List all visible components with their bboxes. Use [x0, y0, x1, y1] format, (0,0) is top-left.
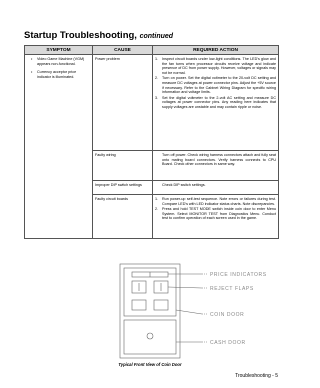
cause-cell: Power problem	[93, 55, 153, 151]
action-item: 1. Inspect circuit boards under low-light conditions. The LED's glow and the fan turns when processor circuits receive voltage and indicate presence of DC from power supply. However, voltages or signals may not be normal.	[155, 57, 276, 75]
action-item: 3. Set the digital voltmeter to the 2-volt AC setting and measure DC voltages at power connector pins. Any reading here indicates that supply voltages are unstable and may contain ripple or noise.	[155, 95, 276, 109]
troubleshooting-table	[24, 45, 279, 239]
column-header-symptom: SYMPTOM	[25, 46, 93, 55]
action-list	[155, 197, 276, 221]
action-cell	[153, 195, 279, 239]
cause-cell: Faulty wiring	[93, 151, 153, 181]
action-text: Check DIP switch settings.	[162, 183, 206, 187]
coin-return-left	[132, 300, 146, 310]
title-continued: continued	[139, 33, 174, 40]
column-header-cause: CAUSE	[93, 46, 153, 55]
action-item: 2. Press and hold TEST MODE switch inside coin door to enter Menu System. Select MONITOR TEST from Diagnostics Menu. Conduct test to confirm operation of each screen used in the game.	[155, 207, 276, 221]
label-cash-door: CASH DOOR	[210, 340, 246, 346]
label-price-indicators: PRICE INDICATORS	[210, 272, 267, 278]
symptom-cell	[25, 55, 93, 239]
action-item: 2. Turn on power. Set the digital voltmeter to the 20-volt DC setting and measure DC voltages at power connector pins. Adjust the +5V source if necessary. Refer to the Cabinet Wiring Diagram for specific wiring information and voltage limits.	[155, 76, 276, 95]
cause-cell: Improper DIP switch settings	[93, 181, 153, 195]
action-cell	[153, 55, 279, 151]
coin-return-right	[154, 300, 168, 310]
coin-door-figure	[118, 262, 278, 360]
page-title	[24, 30, 173, 41]
symptom-list	[27, 57, 90, 79]
door-frame	[120, 264, 180, 358]
cash-door-lock-icon	[147, 333, 153, 339]
title-text: Startup Troubleshooting,	[24, 30, 137, 41]
cash-door-panel	[124, 320, 176, 354]
page-footer: Troubleshooting - 5	[235, 373, 278, 379]
action-text: Turn off power. Check wiring harness connectors attach and fully seat onto mating board connectors. Verify harness connects to CPU Board. Check other connectors in same way.	[162, 153, 276, 167]
cause-cell: Faulty circuit boards	[93, 195, 153, 239]
table-header-row	[25, 46, 279, 55]
action-cell	[153, 151, 279, 181]
action-list	[155, 57, 276, 110]
label-coin-door: COIN DOOR	[210, 312, 245, 318]
symptom-item: • Currency acceptor price indicator is illuminated.	[33, 70, 90, 79]
action-item: 1. Run power-up self-test sequence. Note errors or failures during test. Compare LED's with LED indicator status charts. Note discrepancies.	[155, 197, 276, 206]
table-row	[25, 55, 279, 151]
label-reject-flaps: REJECT FLAPS	[210, 286, 254, 292]
coin-door-illustration	[118, 262, 278, 360]
figure-caption: Typical Front View of Coin Door	[118, 362, 182, 367]
action-cell	[153, 181, 279, 195]
symptom-item: • Video Game Machine (VGM) appears non-functional.	[33, 57, 90, 66]
column-header-required-action: REQUIRED ACTION	[153, 46, 279, 55]
